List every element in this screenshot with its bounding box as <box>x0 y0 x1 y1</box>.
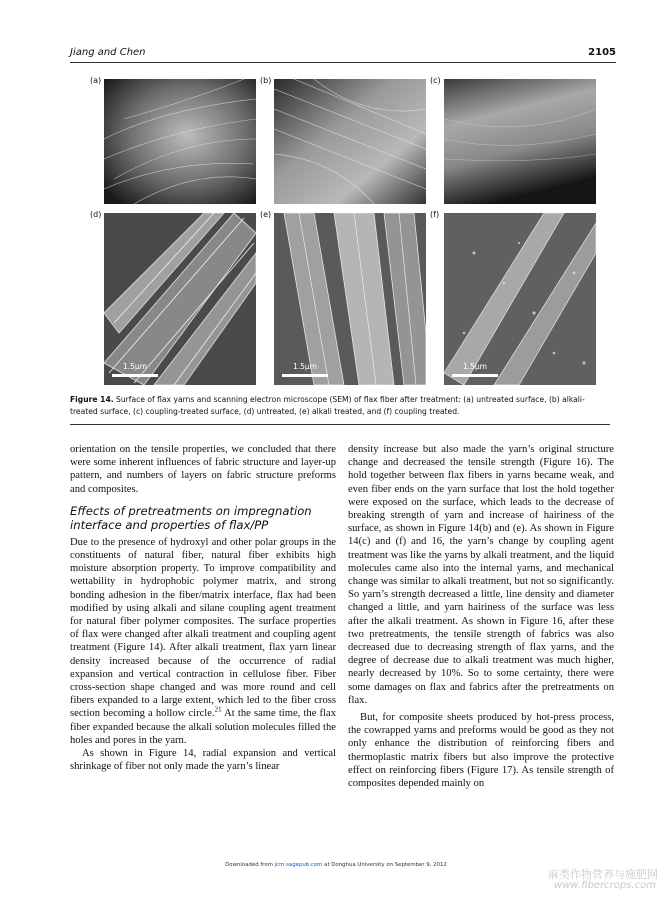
scale-bar <box>112 362 158 377</box>
scale-line <box>282 374 328 377</box>
figure-14 <box>88 76 608 388</box>
scale-bar <box>452 362 498 377</box>
scale-line <box>452 374 498 377</box>
scale-label: 1.5μm <box>122 362 147 371</box>
yarn-surface-photo <box>444 79 596 204</box>
watermark-title: 麻类作物营养与施肥网 <box>548 868 658 881</box>
watermark-url: www.fibercrops.com <box>554 880 656 891</box>
figure-panel-b <box>258 76 408 206</box>
figure-panel-a <box>88 76 238 206</box>
figure-panel-c <box>428 76 578 206</box>
figure-panel-e <box>258 210 408 386</box>
section-heading: Effects of pretreatments on impregnation interface and properties of flax/PP <box>70 503 312 532</box>
scale-bar <box>282 362 328 377</box>
left-column <box>70 443 336 773</box>
citation-ref: 21 <box>214 705 222 714</box>
sem-image <box>444 213 596 385</box>
panel-label: (a) <box>90 76 102 85</box>
footer-suffix: at Donghua University on September 9, 2012 <box>322 862 447 868</box>
right-column <box>348 443 614 790</box>
caption-label: Figure 14. <box>70 395 114 404</box>
scale-label: 1.5μm <box>292 362 317 371</box>
panel-label: (f) <box>430 210 440 219</box>
panel-label: (c) <box>430 76 441 85</box>
paragraph-text: Due to the presence of hydroxyl and other polar groups in the constituents of natural fiber, natural fiber exhibits high moisture absorption property. To improve compatibility and wettability in hydrophobic polymer matrix, and strong bonding adhesion in the fiber/matrix interface, flax had been modified by using alkali and silane coupling agent treatment for natural fiber polymer composites. The surface properties of flax were changed after alkali treatment and coupling agent treatment (Figure 14). After alkali treatment, flax yarn linear density increased because of the occurrence of radial expansion and vertical contraction in cellulose fiber. Fiber cross-section shape changed and was more round and cell fibers expanded to a large extent, which led to the fiber cross section becoming a hollow circle. <box>70 536 336 720</box>
paragraph: As shown in Figure 14, radial expansion and vertical shrinkage of fiber not only made the yarn’s linear <box>70 748 336 773</box>
scale-line <box>112 374 158 377</box>
figure-panel-f <box>428 210 578 386</box>
paragraph: orientation on the tensile properties, we concluded that there were some inherent influences of fabric structure and layer-up pattern, and numbers of layers on fabric structure preforms and composites. <box>70 444 336 495</box>
sem-image <box>104 213 256 385</box>
footer-prefix: Downloaded from <box>225 862 275 868</box>
footer-link[interactable]: jcm.sagepub.com <box>274 862 323 868</box>
sem-image <box>274 213 426 385</box>
paragraph <box>70 536 336 747</box>
panel-label: (d) <box>90 210 102 219</box>
figure-caption <box>70 394 610 425</box>
yarn-surface-photo <box>274 79 426 204</box>
panel-label: (e) <box>260 210 272 219</box>
running-header <box>70 44 616 63</box>
paragraph: But, for composite sheets produced by hot-press process, the cowrapped yarns and preforms would be good as they not only enhance the distribution of reinforcing fibers and thermoplastic matrix fibers but also improve the protective effect on reinforcing fibers (Figure 17). As tensile strength of composites depended mainly on <box>348 712 614 790</box>
caption-text: Surface of flax yarns and scanning electron microscope (SEM) of flax fiber after treatment: (a) untreated surface, (b) alkali-treated surface, (c) coupling-treated surface, (d) untreated, (e) alkali treated, and (f) coupling treated. <box>70 395 585 416</box>
header-page-number: 2105 <box>588 47 616 58</box>
yarn-surface-photo <box>104 79 256 204</box>
header-authors: Jiang and Chen <box>70 47 146 58</box>
panel-label: (b) <box>260 76 272 85</box>
paragraph: density increase but also made the yarn’s original structure change and decreased the tensile strength (Figure 16). The hold together between flax fibers in yarns became weak, and even fiber ends on the yarn surface that lost the hold together were exposed on the surface, which leads to the decrease of breaking strength of yarn and increase of hairiness of the surface, as shown in Figure 14(b) and (e). As shown in Figure 14(c) and (f) and 16, the yarn’s change by coupling agent treatment was like the yarns by alkali treatment, and the liquid molecules came also into the internal yarns, and mechanical change was similar to alkali treatment, but not so significantly. So yarn’s strength decreased a little, line density and diameter changed a little, and yarn hairiness of the surface was less after the alkali treatment. As shown in Figure 16, after these two pretreatments, the tensile strength of fabrics was also decreased due to decreasing strength of flax yarns, and the degree of decrease due to alkali treatment was much higher, nearly decreased by 10%. So to some certainty, there were some damages on flax and fabrics after the pretreatments on flax. <box>348 444 614 706</box>
paragraph-text: At the same time, the flax fiber expanded because the alkali solution molecules filled the holes and pores in the yarn. <box>70 708 336 746</box>
figure-panel-d <box>88 210 238 386</box>
scale-label: 1.5μm <box>462 362 487 371</box>
